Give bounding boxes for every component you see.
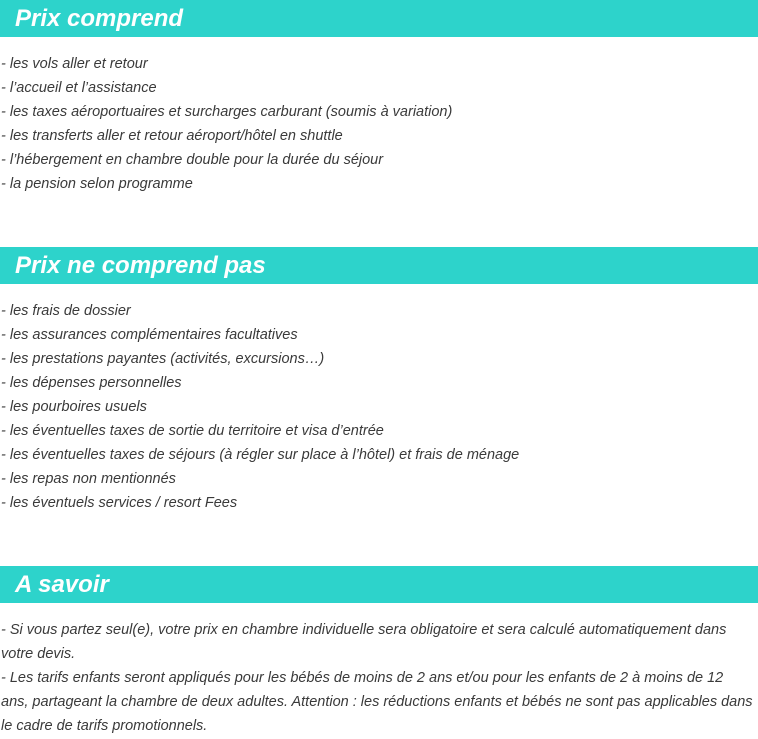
section-title-a-savoir: A savoir	[0, 566, 758, 603]
list-item: - l’accueil et l’assistance	[1, 80, 157, 96]
list-item: - les dépenses personnelles	[1, 375, 182, 391]
list-item: - les éventuelles taxes de séjours (à régler sur place à l’hôtel) et frais de ménage	[1, 447, 520, 463]
info-paragraph: - Si vous partez seul(e), votre prix en chambre individuelle sera obligatoire et sera calculé automatiquement dans votre devis.	[1, 622, 727, 662]
section-title-prix-ne-comprend-pas: Prix ne comprend pas	[0, 247, 758, 284]
list-item: - les repas non mentionnés	[1, 471, 176, 487]
list-item: - les pourboires usuels	[1, 399, 147, 415]
section-a-savoir	[0, 566, 758, 738]
list-item: - les prestations payantes (activités, excursions…)	[1, 351, 325, 367]
included-list	[0, 52, 758, 196]
list-item: - les transferts aller et retour aéroport/hôtel en shuttle	[1, 128, 343, 144]
list-item: - les éventuels services / resort Fees	[1, 495, 238, 511]
info-paragraphs	[0, 618, 758, 738]
section-title-prix-comprend: Prix comprend	[0, 0, 758, 37]
section-prix-ne-comprend-pas	[0, 247, 758, 515]
section-prix-comprend	[0, 0, 758, 196]
list-item: - les vols aller et retour	[1, 56, 148, 72]
list-item: - les frais de dossier	[1, 303, 131, 319]
excluded-list	[0, 299, 758, 515]
list-item: - la pension selon programme	[1, 176, 193, 192]
list-item: - l’hébergement en chambre double pour la durée du séjour	[1, 152, 384, 168]
info-paragraph: - Les tarifs enfants seront appliqués pour les bébés de moins de 2 ans et/ou pour les enfants de 2 à moins de 12 ans, partageant la chambre de deux adultes. Attention : les réductions enfants et bébés ne sont pas applicables dans le cadre de tarifs promotionnels.	[1, 670, 753, 734]
list-item: - les assurances complémentaires facultatives	[1, 327, 298, 343]
list-item: - les éventuelles taxes de sortie du territoire et visa d’entrée	[1, 423, 384, 439]
list-item: - les taxes aéroportuaires et surcharges carburant (soumis à variation)	[1, 104, 453, 120]
